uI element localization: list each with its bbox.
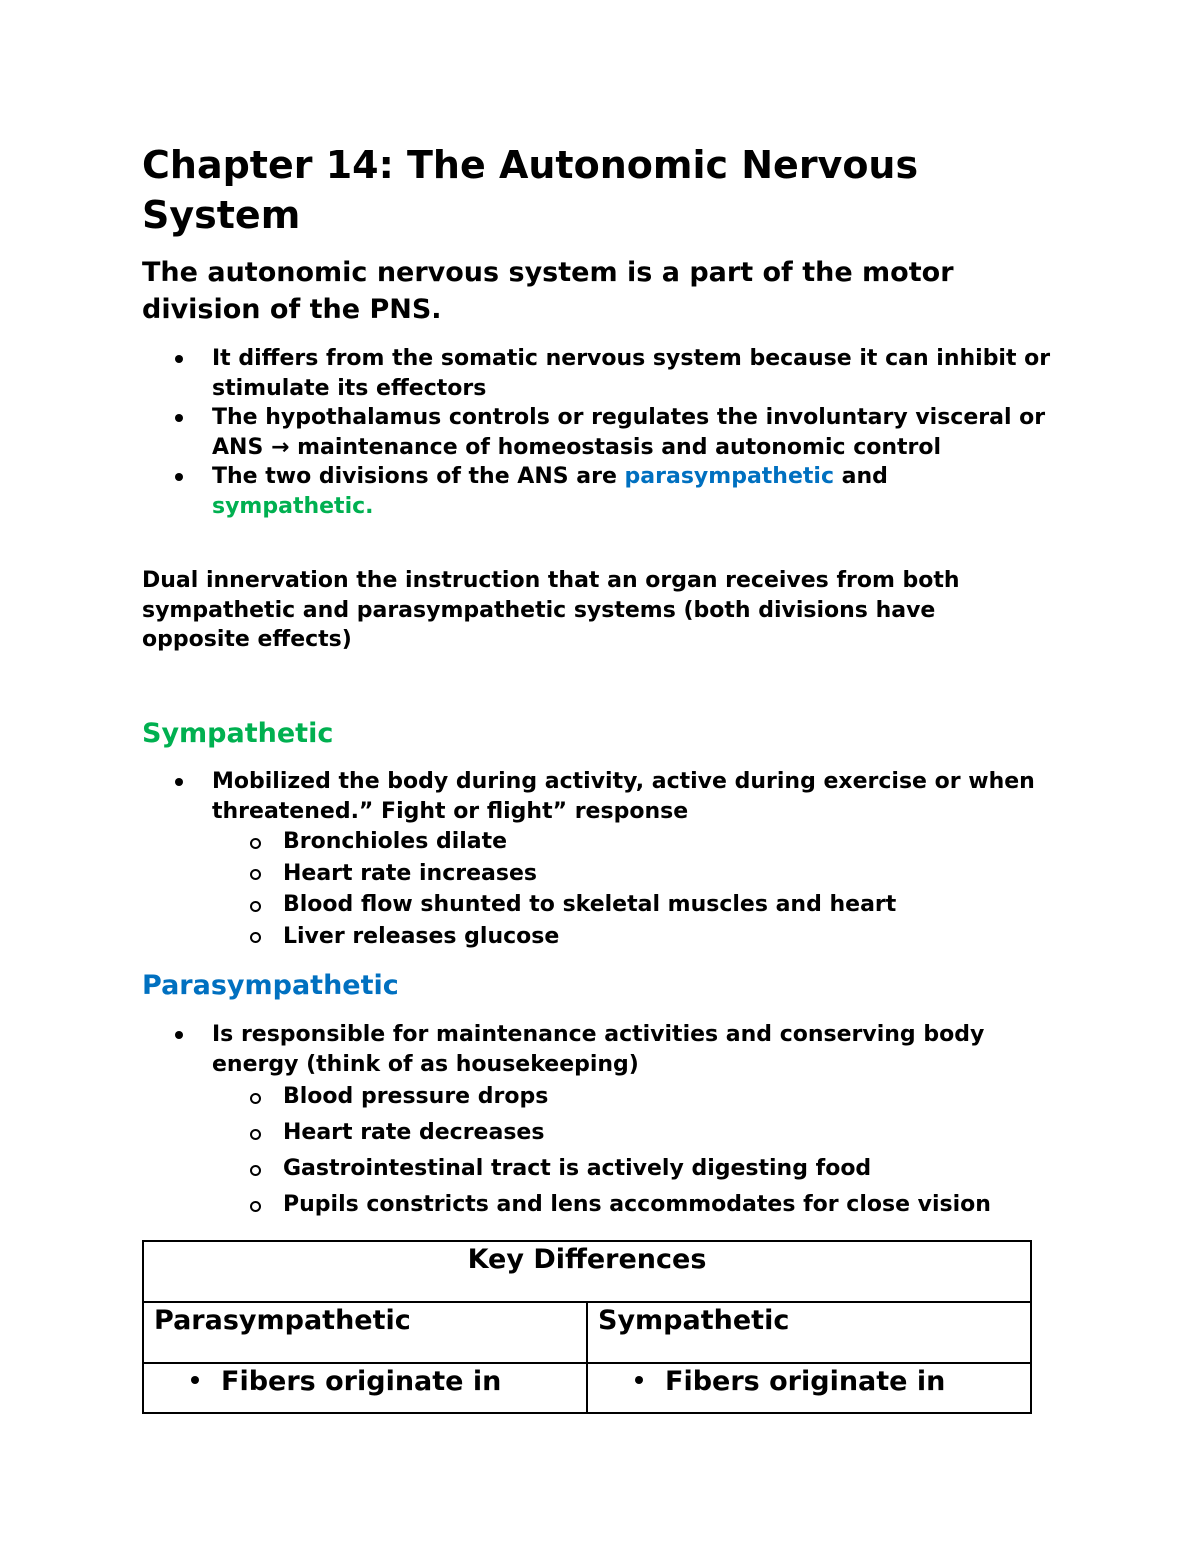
column-header-sympathetic: Sympathetic: [587, 1302, 1031, 1363]
bullet-icon: [191, 1376, 199, 1384]
parasympathetic-heading: Parasympathetic: [142, 970, 399, 1001]
sympathetic-heading: Sympathetic: [142, 718, 334, 749]
list-item: Bronchioles dilate: [212, 826, 1052, 858]
list-item: Gastrointestinal tract is actively digesting food: [212, 1151, 1052, 1187]
list-item: Pupils constricts and lens accommodates for close vision: [212, 1187, 1052, 1223]
table-cell: Fibers originate in: [143, 1363, 587, 1413]
parasympathetic-effects: [212, 1079, 1052, 1223]
list-item: Heart rate decreases: [212, 1115, 1052, 1151]
list-item: Is responsible for maintenance activities and conserving body energy (think of as housekeeping) Blood pressure drops Heart rate decreases Gastrointestinal tract is actively digesting food Pupils constricts and lens accommodates for close vision: [142, 1020, 1052, 1223]
list-item: Blood flow shunted to skeletal muscles and heart: [212, 889, 1052, 921]
list-item: The hypothalamus controls or regulates the involuntary visceral or ANS → maintenance of homeostasis and autonomic control: [142, 403, 1052, 462]
page-title: Chapter 14: The Autonomic Nervous System: [142, 143, 919, 237]
table-cell: Fibers originate in: [587, 1363, 1031, 1413]
sympathetic-term: sympathetic.: [212, 493, 374, 519]
list-item: Heart rate increases: [212, 858, 1052, 890]
arrow-icon: →: [270, 434, 290, 460]
parasympathetic-term: parasympathetic: [624, 464, 834, 489]
bullet-icon: [635, 1376, 643, 1384]
list-item: The two divisions of the ANS are parasympathetic and sympathetic.: [142, 462, 1052, 521]
list-item: Mobilized the body during activity, active during exercise or when threatened.” Fight or flight” response Bronchioles dilate Heart rate increases Blood flow shunted to skeletal muscles and heart Liver releases glucose: [142, 767, 1052, 952]
key-differences-table: [142, 1240, 1032, 1414]
sympathetic-list: [142, 767, 1052, 952]
table-title: Key Differences: [143, 1241, 1031, 1302]
overview-list: [142, 344, 1052, 521]
sympathetic-effects: [212, 826, 1052, 952]
column-header-parasympathetic: Parasympathetic: [143, 1302, 587, 1363]
list-item: It differs from the somatic nervous system because it can inhibit or stimulate its effectors: [142, 344, 1052, 403]
intro-text: The autonomic nervous system is a part of the motor division of the PNS.: [142, 257, 954, 325]
list-item: Blood pressure drops: [212, 1079, 1052, 1115]
list-item: Liver releases glucose: [212, 921, 1052, 953]
dual-innervation-text: Dual innervation the instruction that an organ receives from both sympathetic and parasympathetic systems (both divisions have opposite effects): [142, 568, 960, 652]
parasympathetic-list: [142, 1020, 1052, 1223]
